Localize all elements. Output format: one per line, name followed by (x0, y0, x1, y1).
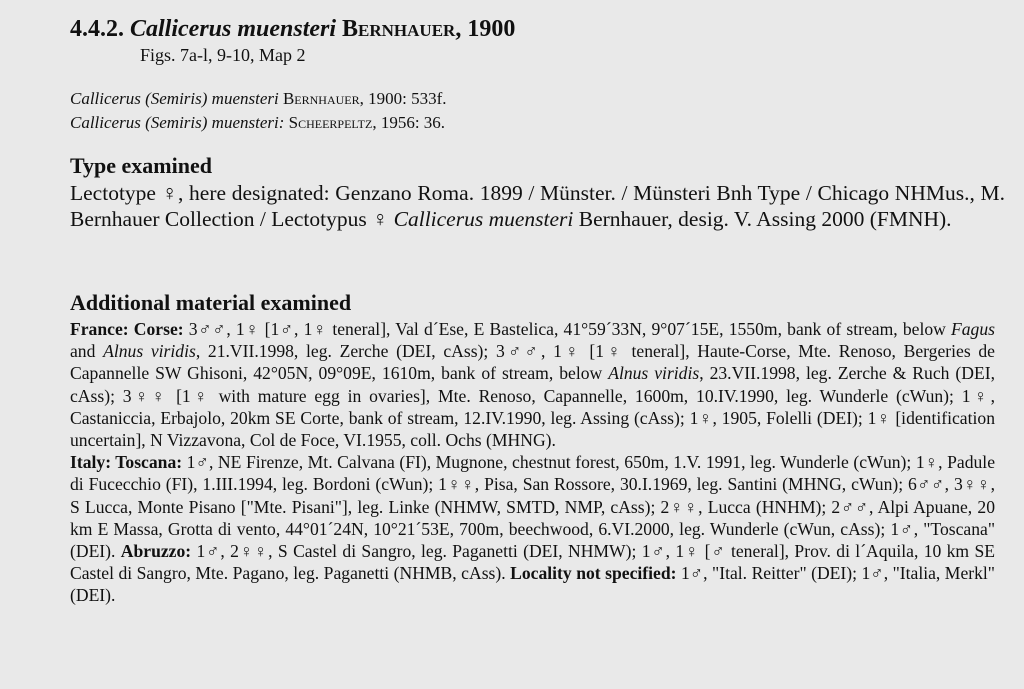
species-year: , 1900 (455, 16, 516, 42)
synonym-line: Callicerus (Semiris) muensteri Bernhauer, 1900: 533f. (70, 89, 447, 108)
figure-reference: Figs. 7a-l, 9-10, Map 2 (140, 45, 306, 65)
italy-paragraph: Italy: Toscana: 1♂, NE Firenze, Mt. Calvana (FI), Mugnone, chestnut forest, 650m, 1.V. 1991, leg. Wunderle (cWun); 1♀, Padule di Fucecchio (FI), 1.III.1994, leg. Bordoni (cWun); 1♀♀, Pisa, San Rossore, 30.I.1969, leg. Santini (MHNG, cWun); 6♂♂, 3♀♀, S Lucca, Monte Pisano ["Mte. Pisani"], leg. Linke (NHMW, SMTD, NMP, cAss); 2♀♀, Lucca (HNHM); 2♂♂, Alpi Apuane, 20 km E Massa, Grotta di vento, 44°01´24N, 10°21´53E, 700m, beechwood, 6.VI.2000, leg. Wunderle (cWun, cAss); 1♂, "Toscana" (DEI). Abruzzo: 1♂, 2♀♀, S Castel di Sangro, leg. Paganetti (DEI, NHMW); 1♂, 1♀ [♂ teneral], Prov. di l´Aquila, 10 km SE Castel di Sangro, Mte. Pagano, leg. Paganetti (NHMB, cAss). Locality not specified: 1♂, "Ital. Reitter" (DEI); 1♂, "Italia, Merkl" (DEI). (70, 452, 995, 606)
synonym-line: Callicerus (Semiris) muensteri: Scheerpeltz, 1956: 36. (70, 113, 446, 132)
type-examined-heading: Type examined (70, 153, 212, 178)
type-examined-text: Lectotype ♀, here designated: Genzano Roma. 1899 / Münster. / Münsteri Bnh Type / Chicago NHMus., M. Bernhauer Collection / Lectotypus ♀ Callicerus muensteri Bernhauer, desig. V. Assing 2000 (FMNH). (70, 181, 1005, 231)
species-author: Bernhauer (342, 16, 456, 42)
species-name: Callicerus muensteri (130, 16, 337, 42)
section-number: 4.4.2. (70, 16, 124, 42)
species-heading (70, 16, 515, 43)
additional-material-text (70, 318, 995, 607)
additional-material-heading: Additional material examined (70, 290, 352, 315)
france-paragraph: France: Corse: 3♂♂, 1♀ [1♂, 1♀ teneral], Val d´Ese, E Bastelica, 41°59´33N, 9°07´15E, 1550m, bank of stream, below Fagus and Alnus viridis, 21.VII.1998, leg. Zerche (DEI, cAss); 3♂♂, 1♀ [1♀ teneral], Haute-Corse, Mte. Renoso, Bergeries de Capannelle SW Ghisoni, 42°05N, 09°09E, 1610m, bank of stream, below Alnus viridis, 23.VII.1998, leg. Zerche & Ruch (DEI, cAss); 3♀♀ [1♀ with mature egg in ovaries], Mte. Renoso, Capannelle, 1600m, 10.IV.1990, leg. Wunderle (cWun); 1♀, Castaniccia, Erbajolo, 20km SE Corte, bank of stream, 12.IV.1990, leg. Assing (cAss); 1♀, 1905, Folelli (DEI); 1♀ [identification uncertain], N Vizzavona, Col de Foce, VI.1955, coll. Ochs (MHNG). (70, 319, 995, 451)
